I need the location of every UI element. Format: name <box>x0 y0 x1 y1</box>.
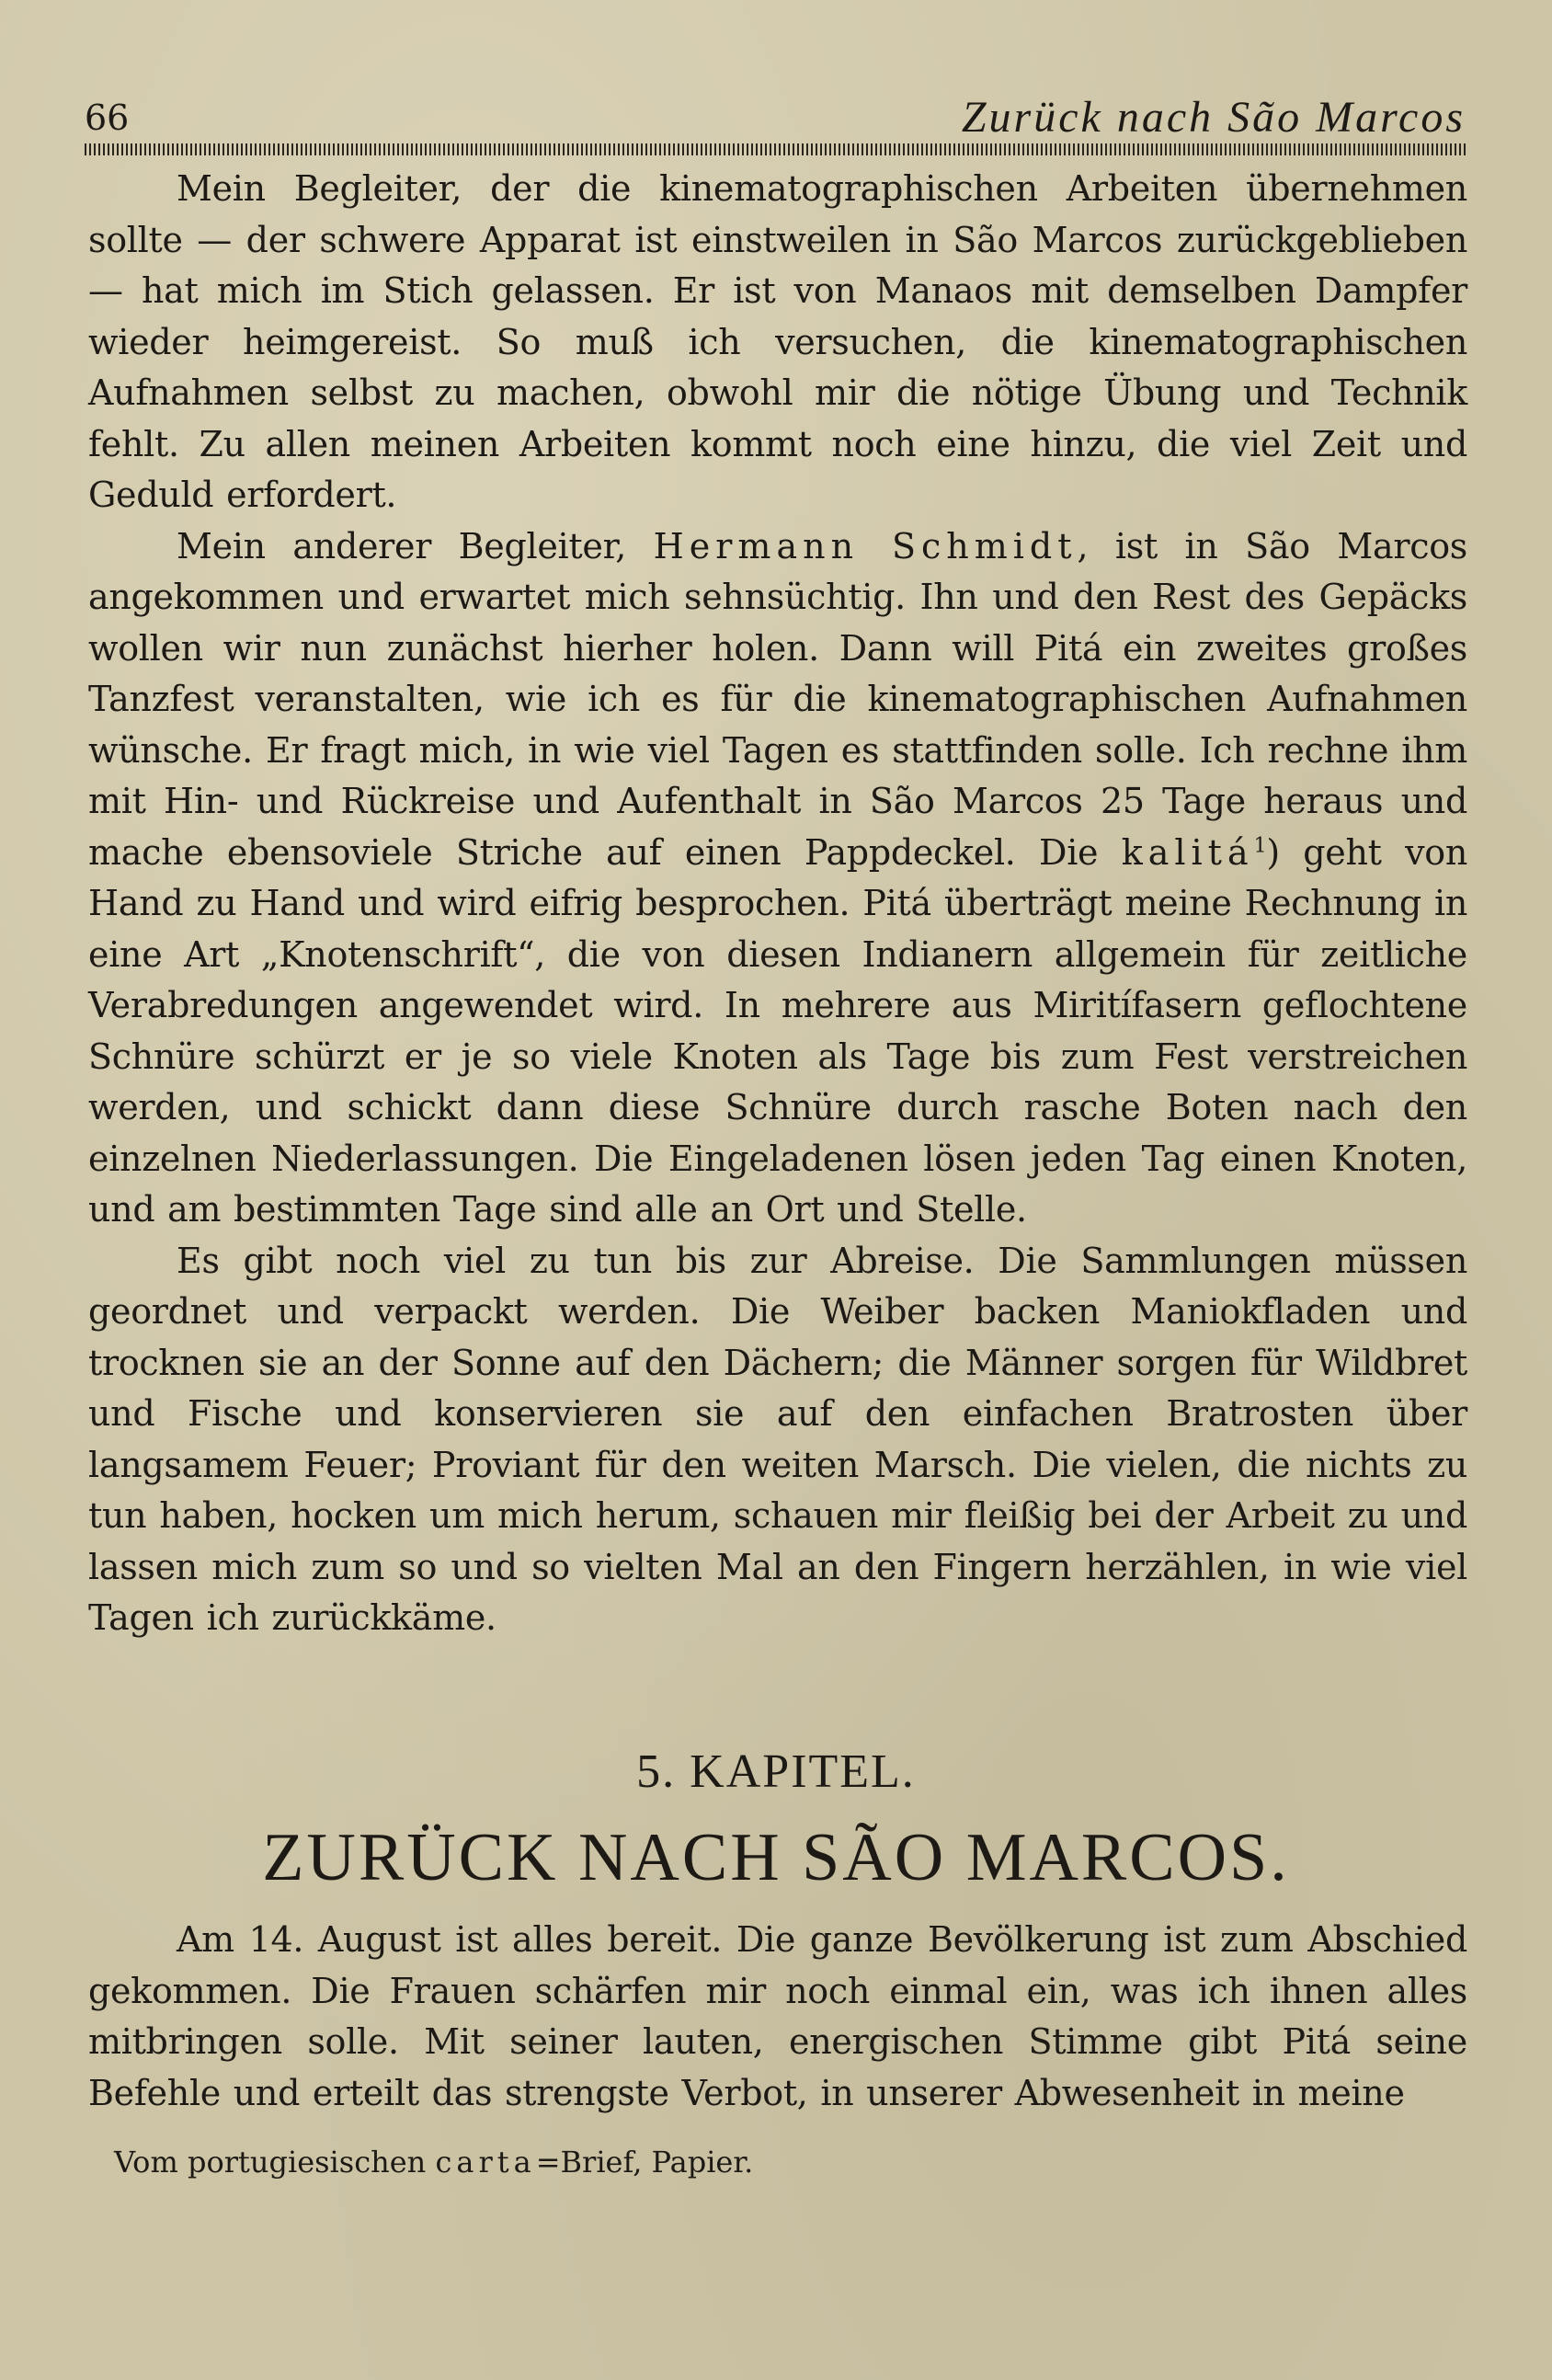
paragraph-text: , ist in São Marcos angekommen und erwartet mich sehnsüchtig. Ihn und den Rest des Gepäcks wollen wir nun zunächst hierher holen. Dann will Pitá ein zweites großes Tanzfest veranstalten, wie ich es für die kinematographischen Aufnahmen wünsche. Er fragt mich, in wie viel Tagen es stattfinden solle. Ich rechne ihm mit Hin- und Rückreise und Aufenthalt in São Marcos 25 Tage heraus und mache ebensoviele Striche auf einen Pappdeckel. Die <box>88 525 1468 873</box>
header-rule <box>85 143 1466 155</box>
chapter-number: 5. KAPITEL. <box>636 1745 916 1798</box>
paragraph-text: geht von Hand zu Hand und wird eifrig besprochen. Pitá überträgt meine Rechnung in eine Art „Knotenschrift“, die von diesen Indianern allgemein für zeitliche Verabredungen angewendet wird. In mehrere aus Miritífasern geflochtene Schnüre schürzt er je so viele Knoten als Tage bis zum Fest verstreichen werden, und schickt dann diese Schnüre durch rasche Boten nach den einzelnen Niederlassungen. Die Eingeladenen lösen jeden Tag einen Knoten, und am bestimmten Tage sind alle an Ort und Stelle. <box>88 831 1468 1230</box>
footnote-term: carta <box>435 2145 536 2180</box>
footnote <box>114 2139 1456 2185</box>
spaced-name: Hermann Schmidt <box>653 525 1078 566</box>
paragraph-text: Mein Begleiter, der die kinematographischen Arbeiten übernehmen sollte — der schwere Apparat ist einstweilen in São Marcos zurückgeblieben — hat mich im Stich gelassen. Er ist von Manaos mit demselben Dampfer wieder heimgereist. So muß ich versuchen, die kinematographischen Aufnahmen selbst zu machen, obwohl mir die nötige Übung und Technik fehlt. Zu allen meinen Arbeiten kommt noch eine hinzu, die viel Zeit und Geduld erfordert. <box>88 168 1467 515</box>
paragraph <box>88 164 1467 521</box>
paragraph <box>88 1915 1467 2119</box>
paragraph <box>88 1236 1467 1644</box>
paragraph-text: Es gibt noch viel zu tun bis zur Abreise. Die Sammlungen müssen geordnet und verpackt werden. Die Weiber backen Maniokfladen und trocknen sie an der Sonne auf den Dächern; die Männer sorgen für Wildbret und Fische und konservieren sie auf den einfachen Bratrosten über langsamem Feuer; Proviant für den weiten Marsch. Die vielen, die nichts zu tun haben, hocken um mich herum, schauen mir fleißig bei der Arbeit zu und lassen mich zum so und so vielten Mal an den Fingern herzählen, in wie viel Tagen ich zurückkäme. <box>88 1240 1467 1638</box>
footnote-marker: 1 <box>1253 833 1267 857</box>
footnote-text-post: =Brief, Papier. <box>535 2145 754 2180</box>
chapter-body-text <box>88 1915 1467 2119</box>
running-head <box>85 92 1466 143</box>
body-text <box>88 164 1467 1644</box>
paragraph: Mein anderer Begleiter, Hermann Schmidt, ist in São Marcos angekommen und erwartet mich sehnsüchtig. Ihn und den Rest des Gepäcks wollen wir nun zunächst hierher holen. Dann will Pitá ein zweites großes Tanzfest veranstalten, wie ich es für die kinematographischen Aufnahmen wünsche. Er fragt mich, in wie viel Tagen es stattfinden solle. Ich rechne ihm mit Hin- und Rückreise und Aufenthalt in São Marcos 25 Tage heraus und mache ebensoviele Striche auf einen Pappdeckel. Die kalitá$^1$) geht von Hand zu Hand und wird eifrig besprochen. Pitá überträgt meine Rechnung in eine Art „Knotenschrift“, die von diesen Indianern allgemein für zeitliche Verabredungen angewendet wird. In mehrere aus Miritífasern geflochtene Schnüre schürzt er je so viele Knoten als Tage bis zum Fest verstreichen werden, und schickt dann diese Schnüre durch rasche Boten nach den einzelnen Niederlassungen. Die Eingeladenen lösen jeden Tag einen Knoten, und am bestimmten Tage sind alle an Ort und Stelle. <box>88 525 1468 1230</box>
running-title: Zurück nach São Marcos <box>961 93 1466 142</box>
chapter-title: ZURÜCK NACH SÃO MARCOS. <box>262 1820 1290 1895</box>
footnote-text-pre: Vom portugiesischen <box>114 2145 436 2180</box>
spaced-name: kalitá <box>1121 831 1254 873</box>
paragraph-text: Mein anderer Begleiter, <box>177 525 654 566</box>
paragraph-text: Am 14. August ist alles bereit. Die ganze Bevölkerung ist zum Abschied gekommen. Die Frauen schärfen mir noch einmal ein, was ich ihnen alles mitbringen solle. Mit seiner lauten, energischen Stimme gibt Pitá seine Befehle und erteilt das strengste Verbot, in unserer Abwesenheit in meine <box>88 1919 1467 2113</box>
page-number: 66 <box>85 97 130 138</box>
